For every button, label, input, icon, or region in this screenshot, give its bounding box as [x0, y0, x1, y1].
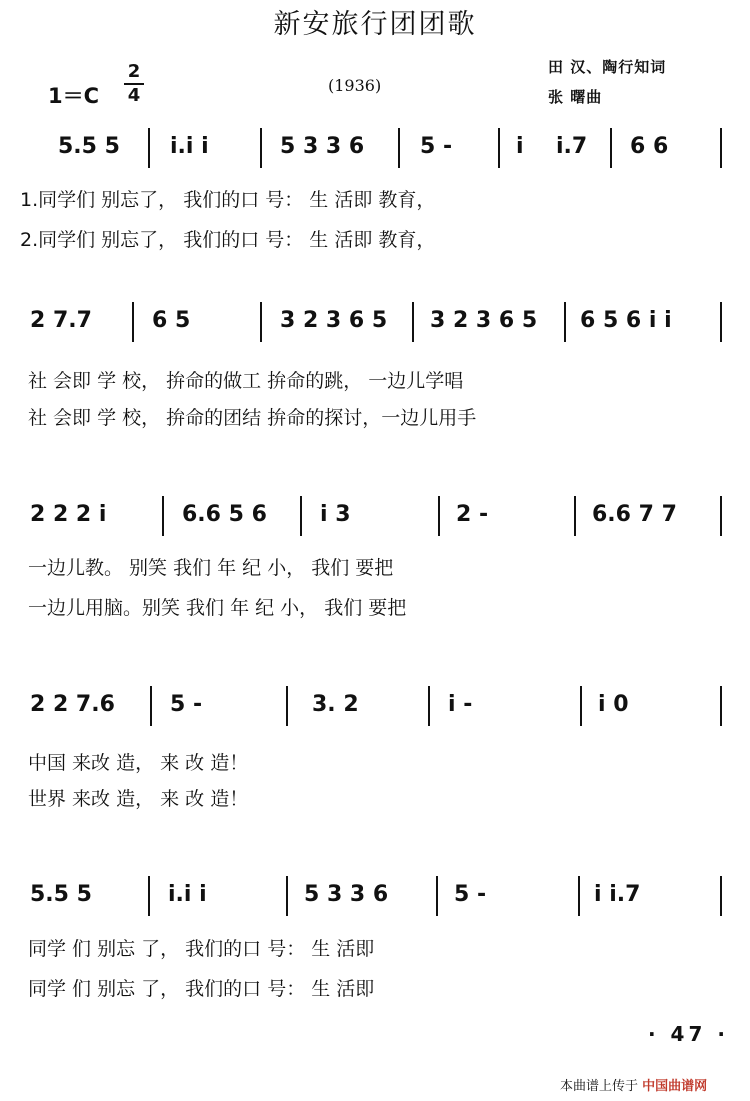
lyric-line: 同学 们 别忘 了， 我们的口 号： 生 活即 [28, 978, 375, 1000]
barline [260, 128, 262, 168]
barline [564, 302, 566, 342]
time-signature-top: 2 [127, 61, 141, 82]
measure-notes: i - [448, 692, 473, 717]
measure-notes: 2 7.7 [30, 308, 92, 333]
barline [300, 496, 302, 536]
barline [498, 128, 500, 168]
lyric-line: 一边儿教。 别笑 我们 年 纪 小， 我们 要把 [28, 557, 394, 579]
barline [580, 686, 582, 726]
page-number: · 47 · [648, 1022, 729, 1046]
measure-notes: i i.7 [594, 882, 641, 907]
time-signature [124, 62, 144, 106]
staff-system-1 [0, 128, 750, 188]
lyric-line: 2.同学们 别忘了， 我们的口 号： 生 活即 教育， [20, 229, 436, 251]
barline [398, 128, 400, 168]
barline [436, 876, 438, 916]
barline [720, 496, 722, 536]
composition-year: (1936) [328, 76, 382, 95]
measure-notes: 2 2 2 i [30, 502, 107, 527]
barline [286, 876, 288, 916]
measure-notes: 5 - [420, 134, 453, 159]
measure-notes: 5 3 3 6 [280, 134, 365, 159]
staff-system-4 [0, 686, 750, 746]
lyric-line: 1.同学们 别忘了， 我们的口 号： 生 活即 教育， [20, 189, 436, 211]
measure-notes: 3. 2 [312, 692, 359, 717]
time-signature-bottom: 4 [127, 85, 141, 106]
footer-prefix: 本曲谱上传于 [560, 1079, 639, 1094]
barline [148, 876, 150, 916]
barline [412, 302, 414, 342]
lyric-line: 社 会即 学 校， 拚命的做工 拚命的跳， 一边儿学唱 [28, 370, 464, 392]
measure-notes: 5 - [170, 692, 203, 717]
measure-notes: i.7 [556, 134, 588, 159]
barline [428, 686, 430, 726]
barline [578, 876, 580, 916]
measure-notes: 6 5 [152, 308, 191, 333]
barline [720, 876, 722, 916]
barline [720, 128, 722, 168]
measure-notes: 6 6 [630, 134, 669, 159]
measure-notes: 3 2 3 6 5 [280, 308, 388, 333]
measure-notes: 5 3 3 6 [304, 882, 389, 907]
staff-system-2 [0, 302, 750, 362]
barline [610, 128, 612, 168]
lyric-line: 世界 来改 造， 来 改 造！ [28, 788, 249, 810]
measure-notes: i.i i [168, 882, 207, 907]
composer-credit: 张 曙曲 [548, 88, 603, 106]
measure-notes: 5 - [454, 882, 487, 907]
barline [150, 686, 152, 726]
staff-system-5 [0, 876, 750, 936]
lyric-line: 中国 来改 造， 来 改 造！ [28, 752, 249, 774]
measure-notes: i.i i [170, 134, 209, 159]
measure-notes: 6 5 6 i i [580, 308, 672, 333]
measure-notes: 6.6 7 7 [592, 502, 677, 527]
lyric-line: 同学 们 别忘 了， 我们的口 号： 生 活即 [28, 938, 375, 960]
barline [574, 496, 576, 536]
measure-notes: i [516, 134, 524, 159]
measure-notes: 6.6 5 6 [182, 502, 267, 527]
measure-notes: 5.5 5 [30, 882, 92, 907]
barline [132, 302, 134, 342]
lyric-line: 社 会即 学 校， 拚命的团结 拚命的探讨，一边儿用手 [28, 407, 477, 429]
measure-notes: i 3 [320, 502, 351, 527]
lyricist-credit: 田 汉、陶行知词 [548, 58, 667, 76]
measure-notes: 3 2 3 6 5 [430, 308, 538, 333]
barline [260, 302, 262, 342]
measure-notes: i 0 [598, 692, 629, 717]
barline [162, 496, 164, 536]
footer-site-link[interactable]: 中国曲谱网 [642, 1079, 708, 1094]
upload-footer [560, 1075, 707, 1094]
barline [720, 302, 722, 342]
barline [286, 686, 288, 726]
key-signature: 1＝C [48, 84, 100, 108]
song-title: 新安旅行团团歌 [273, 9, 477, 40]
barline [438, 496, 440, 536]
barline [148, 128, 150, 168]
measure-notes: 2 - [456, 502, 489, 527]
measure-notes: 2 2 7.6 [30, 692, 115, 717]
barline [720, 686, 722, 726]
measure-notes: 5.5 5 [58, 134, 120, 159]
lyric-line: 一边儿用脑。别笑 我们 年 纪 小， 我们 要把 [28, 597, 407, 619]
staff-system-3 [0, 496, 750, 556]
credits [548, 52, 666, 112]
